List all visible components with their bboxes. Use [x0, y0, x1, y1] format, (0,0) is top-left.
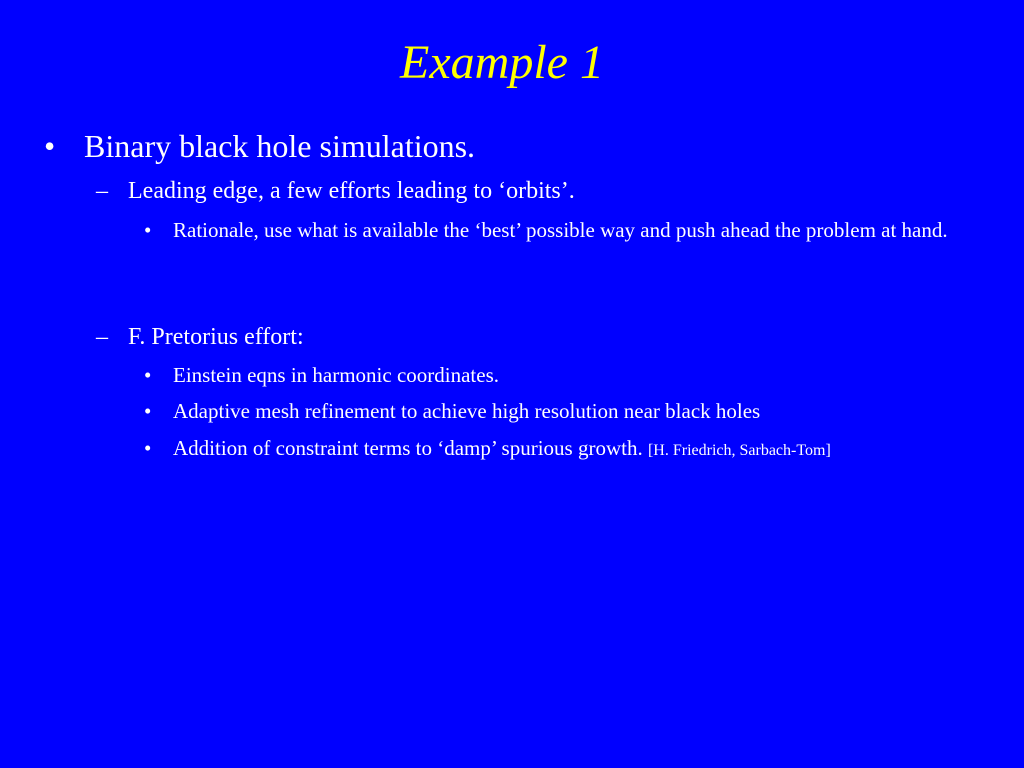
bullet-marker: •	[44, 128, 56, 164]
slide-title: Example 1	[400, 36, 604, 89]
subsubbullet-text: Rationale, use what is available the ‘best’ possible way and push ahead the problem at hand.	[173, 218, 948, 242]
bullet-marker: •	[144, 436, 152, 460]
bullet-marker: •	[144, 218, 152, 242]
bullet-binary-black-hole	[44, 128, 984, 164]
bullet-marker: •	[144, 399, 152, 423]
dash-marker: –	[96, 324, 108, 350]
subsubbullet-content	[173, 432, 976, 467]
subsubbullet-text: Einstein eqns in harmonic coordinates.	[173, 363, 500, 387]
bullet-marker: •	[144, 363, 152, 387]
subbullet-text: Leading edge, a few efforts leading to ‘orbits’.	[128, 178, 575, 204]
subsubbullet-rationale	[144, 214, 976, 246]
subsubbullet-einstein-eqns	[144, 359, 976, 391]
bullet-text: Binary black hole simulations.	[84, 128, 476, 164]
subbullet-text: F. Pretorius effort:	[128, 324, 304, 350]
citation: [H. Friedrich, Sarbach-Tom]	[647, 442, 831, 459]
subsubbullet-text: Adaptive mesh refinement to achieve high resolution near black holes	[173, 399, 761, 423]
dash-marker: –	[96, 178, 108, 204]
subbullet-pretorius	[96, 322, 986, 352]
subsubbullet-text: Addition of constraint terms to ‘damp’ spurious growth.	[173, 436, 648, 460]
subsubbullet-adaptive-mesh	[144, 395, 976, 427]
subsubbullet-constraint-terms	[144, 432, 976, 467]
subbullet-leading-edge	[96, 176, 986, 206]
